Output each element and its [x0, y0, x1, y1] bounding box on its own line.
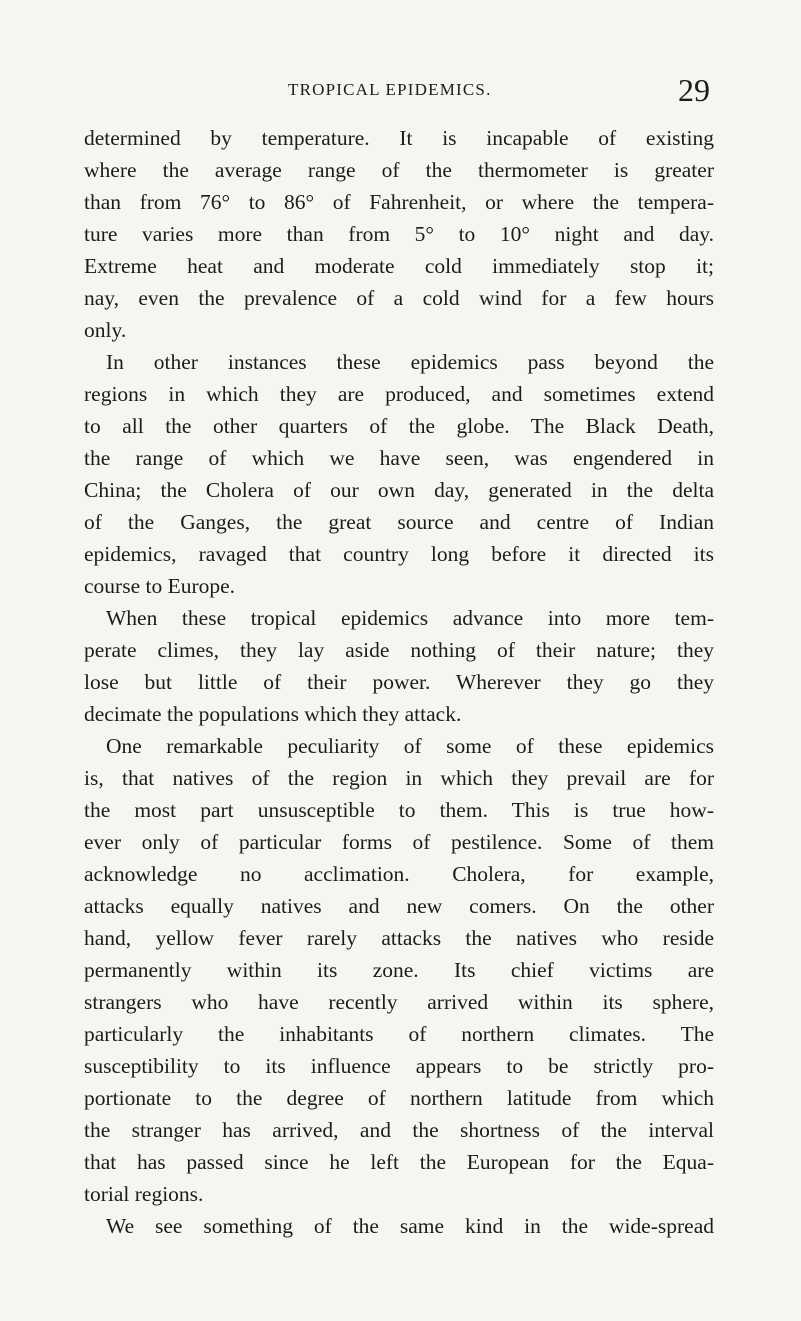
text-line: the most part unsusceptible to them. This is true how-: [84, 798, 714, 822]
text-line: We see something of the same kind in the wide-spread: [106, 1214, 714, 1238]
text-line: Extreme heat and moderate cold immediately stop it;: [84, 254, 714, 278]
text-line: When these tropical epidemics advance into more tem-: [106, 606, 714, 630]
text-line: susceptibility to its influence appears to be strictly pro-: [84, 1054, 714, 1078]
text-line: of the Ganges, the great source and centre of Indian: [84, 510, 714, 534]
running-head: [0, 72, 801, 108]
text-line: permanently within its zone. Its chief victims are: [84, 958, 714, 982]
text-line: lose but little of their power. Wherever they go they: [84, 670, 714, 694]
text-line: hand, yellow fever rarely attacks the natives who reside: [84, 926, 714, 950]
text-line: where the average range of the thermometer is greater: [84, 158, 714, 182]
text-line: China; the Cholera of our own day, generated in the delta: [84, 478, 714, 502]
running-title: TROPICAL EPIDEMICS.: [288, 80, 492, 99]
body-text: [84, 122, 714, 1242]
text-line: One remarkable peculiarity of some of these epidemics: [106, 734, 714, 758]
text-line: ever only of particular forms of pestilence. Some of them: [84, 830, 714, 854]
text-line: In other instances these epidemics pass beyond the: [106, 350, 714, 374]
text-line: is, that natives of the region in which they prevail are for: [84, 766, 714, 790]
text-line: decimate the populations which they attack.: [84, 702, 462, 726]
text-line: the range of which we have seen, was engendered in: [84, 446, 714, 470]
text-line: attacks equally natives and new comers. On the other: [84, 894, 714, 918]
text-line: regions in which they are produced, and sometimes extend: [84, 382, 714, 406]
text-line: strangers who have recently arrived within its sphere,: [84, 990, 714, 1014]
text-line: nay, even the prevalence of a cold wind for a few hours: [84, 286, 714, 310]
page-number: 29: [678, 72, 710, 108]
text-line: to all the other quarters of the globe. The Black Death,: [84, 414, 714, 438]
text-line: that has passed since he left the European for the Equa-: [84, 1150, 714, 1174]
text-line: the stranger has arrived, and the shortness of the interval: [84, 1118, 714, 1142]
text-line: epidemics, ravaged that country long before it directed its: [84, 542, 714, 566]
text-line: torial regions.: [84, 1182, 204, 1206]
text-line: acknowledge no acclimation. Cholera, for example,: [84, 862, 714, 886]
text-line: perate climes, they lay aside nothing of their nature; they: [84, 638, 714, 662]
text-line: particularly the inhabitants of northern climates. The: [84, 1022, 714, 1046]
text-line: only.: [84, 318, 127, 342]
text-line: determined by temperature. It is incapable of existing: [84, 126, 714, 150]
text-line: course to Europe.: [84, 574, 236, 598]
text-line: than from 76° to 86° of Fahrenheit, or where the tempera-: [84, 190, 714, 214]
text-line: portionate to the degree of northern latitude from which: [84, 1086, 714, 1110]
text-line: ture varies more than from 5° to 10° night and day.: [84, 222, 714, 246]
